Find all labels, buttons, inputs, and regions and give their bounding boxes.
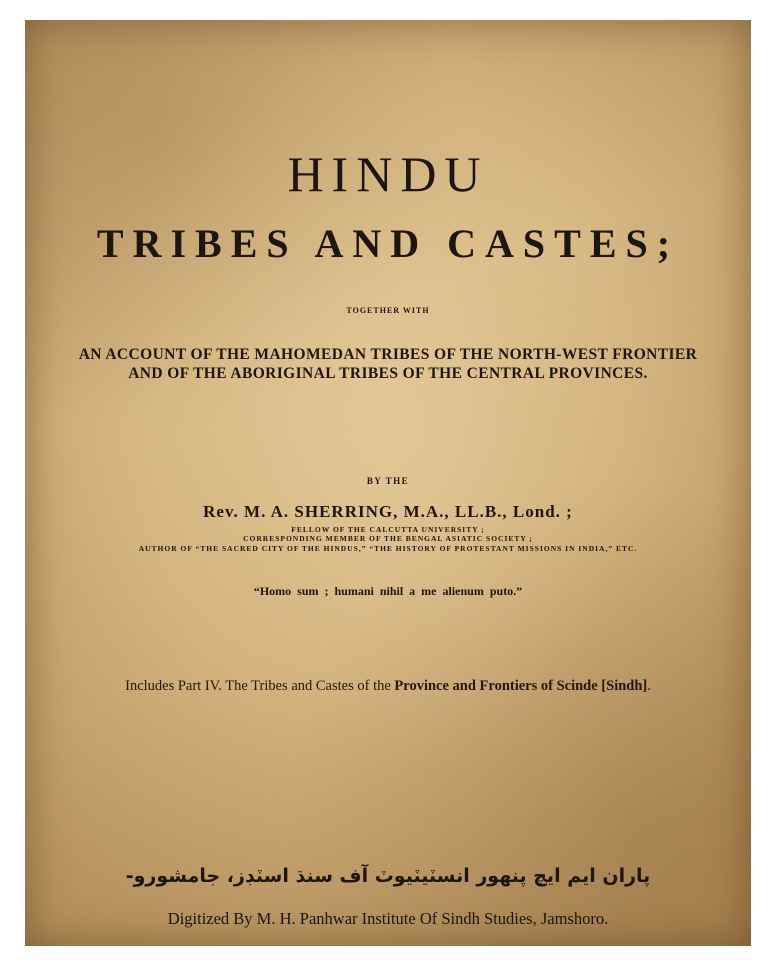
includes-prefix: Includes Part IV. The Tribes and Castes of the xyxy=(125,678,395,694)
account-line-2: AND OF THE ABORIGINAL TRIBES OF THE CENTRAL PROVINCES. xyxy=(128,365,648,382)
main-title-tribes-castes: TRIBES AND CASTES; xyxy=(96,221,680,266)
account-line-1: AN ACCOUNT OF THE MAHOMEDAN TRIBES OF THE NORTH-WEST FRONTIER xyxy=(78,346,698,363)
latin-motto: “Homo sum ; humani nihil a me alienum puto.” xyxy=(253,584,523,598)
author-credential-2: CORRESPONDING MEMBER OF THE BENGAL ASIATIC SOCIETY ; xyxy=(243,534,533,543)
author-credential-3: AUTHOR OF “THE SACRED CITY OF THE HINDUS,” “THE HISTORY OF PROTESTANT MISSIONS IN INDIA,” ETC. xyxy=(138,544,638,553)
author-name: Rev. M. A. SHERRING, M.A., LL.B., Lond. ; xyxy=(203,502,573,521)
includes-note xyxy=(25,678,751,695)
main-title-hindu: HINDU xyxy=(287,146,489,202)
author-credential-1: FELLOW OF THE CALCUTTA UNIVERSITY ; xyxy=(291,525,485,534)
digitized-by-credit: Digitized By M. H. Panhwar Institute Of Sindh Studies, Jamshoro. xyxy=(167,909,609,928)
account-description xyxy=(25,345,751,383)
by-the-label: BY THE xyxy=(366,476,410,486)
title-page xyxy=(25,20,751,946)
includes-suffix: . xyxy=(647,678,651,694)
urdu-institute-name: پاران ايم ايچ پنهور انسٽيٽيوٽ آف سنڌ اسٽڊز، جامشورو- xyxy=(125,865,651,887)
together-with-label: TOGETHER WITH xyxy=(346,306,430,315)
includes-bold-region: Province and Frontiers of Scinde [Sindh] xyxy=(394,678,648,694)
